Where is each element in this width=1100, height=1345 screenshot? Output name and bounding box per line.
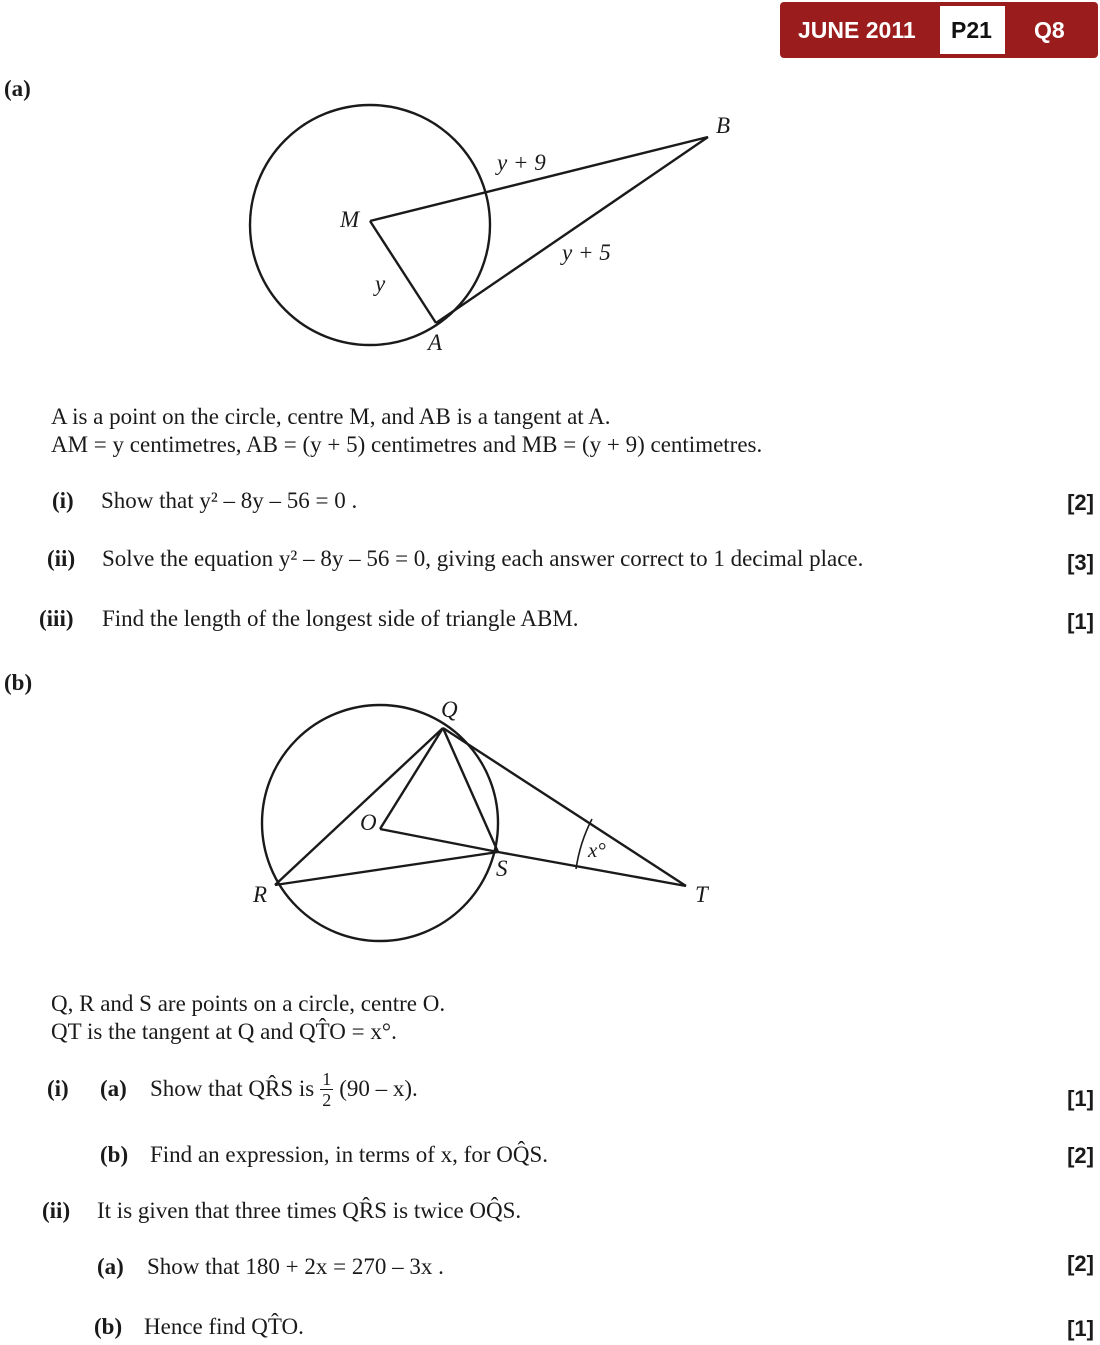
label-ab-length: y + 5 — [562, 240, 611, 265]
part-a-ii-num: (ii) — [47, 546, 76, 571]
diagram-b — [262, 705, 686, 941]
label-mb-length: y + 9 — [497, 150, 546, 175]
diagram-a — [250, 105, 708, 345]
part-b-label: (b) — [4, 670, 33, 695]
chord-rs — [275, 852, 498, 885]
label-a: A — [428, 330, 443, 355]
part-a-i-marks: [2] — [1067, 490, 1094, 515]
part-a-iii-num: (iii) — [39, 606, 74, 631]
part-b-i-a-marks: [1] — [1067, 1086, 1094, 1111]
part-b-i-num: (i) — [47, 1076, 69, 1101]
label-o: O — [360, 810, 377, 835]
part-b-ii-a-num: (a) — [97, 1254, 124, 1279]
part-a-i-num: (i) — [52, 488, 74, 513]
part-b-ii-b-text: Hence find QT̂O. — [144, 1314, 304, 1339]
part-b-i-b-num: (b) — [100, 1142, 129, 1167]
session-label: JUNE 2011 — [798, 17, 916, 43]
part-a-label: (a) — [4, 76, 31, 101]
part-a-ii-text: Solve the equation y² – 8y – 56 = 0, giving each answer correct to 1 decimal place. — [102, 546, 864, 571]
part-b-ii-text: It is given that three times QR̂S is twice OQ̂S. — [97, 1198, 522, 1223]
label-r: R — [253, 882, 268, 907]
chord-qr — [275, 728, 443, 885]
fraction-numerator: 1 — [322, 1068, 332, 1089]
part-b-stem-line2: QT is the tangent at Q and QT̂O = x°. — [51, 1019, 397, 1044]
tangent-ab — [436, 137, 708, 323]
part-a-iii-text: Find the length of the longest side of triangle ABM. — [102, 606, 579, 631]
part-b-i-a-text — [150, 1064, 418, 1114]
label-t: T — [695, 882, 708, 907]
part-b-i-a-text-before: Show that QR̂S is — [150, 1076, 315, 1101]
label-am-length: y — [375, 271, 386, 296]
part-a-stem-line1: A is a point on the circle, centre M, and AB is a tangent at A. — [51, 404, 611, 429]
part-b-ii-a-marks: [2] — [1067, 1251, 1094, 1276]
part-a-stem-line2: AM = y centimetres, AB = (y + 5) centimetres and MB = (y + 9) centimetres. — [51, 432, 763, 457]
part-b-i-a-num: (a) — [100, 1076, 127, 1101]
label-q: Q — [441, 697, 458, 722]
label-m: M — [340, 207, 360, 232]
part-a-iii-marks: [1] — [1067, 609, 1094, 634]
part-b-ii-a-text: Show that 180 + 2x = 270 – 3x . — [147, 1254, 444, 1279]
circle-m — [250, 105, 490, 345]
fraction-denominator: 2 — [322, 1089, 332, 1110]
part-b-ii-b-num: (b) — [94, 1314, 123, 1339]
half-fraction — [320, 1069, 333, 1110]
part-b-stem-line1: Q, R and S are points on a circle, centre O. — [51, 991, 446, 1016]
paper-label: P21 — [951, 17, 992, 43]
part-a-ii-marks: [3] — [1067, 550, 1094, 575]
segment-os — [380, 829, 498, 852]
part-b-i-a-text-after: (90 – x). — [339, 1076, 418, 1101]
part-b-i-b-marks: [2] — [1067, 1143, 1094, 1168]
part-b-i-b-text: Find an expression, in terms of x, for OQ̂S. — [150, 1142, 548, 1167]
part-b-ii-num: (ii) — [42, 1198, 71, 1223]
label-b: B — [716, 113, 731, 138]
label-angle-x: x° — [588, 838, 606, 862]
label-s: S — [496, 856, 508, 881]
question-label: Q8 — [1034, 17, 1065, 43]
part-a-i-text: Show that y² – 8y – 56 = 0 . — [101, 488, 358, 513]
tangent-qt — [443, 728, 686, 886]
part-b-ii-b-marks: [1] — [1067, 1316, 1094, 1341]
